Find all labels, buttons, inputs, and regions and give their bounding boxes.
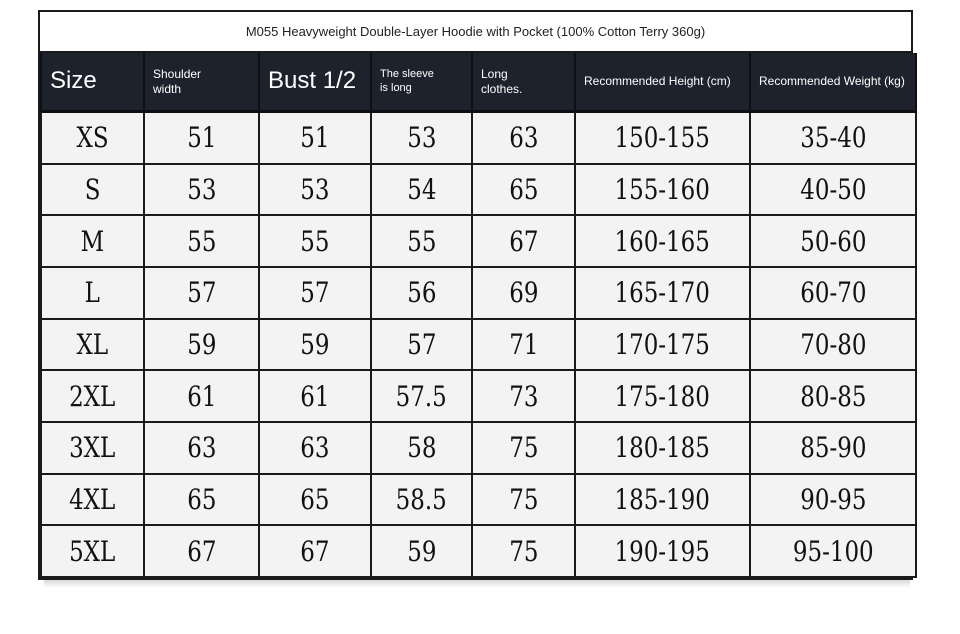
cell-weight: 35-40: [750, 112, 916, 164]
header-size: Size: [41, 53, 144, 112]
cell-shoulder: 53: [144, 164, 259, 216]
cell-bust: 53: [259, 164, 371, 216]
table-row: [41, 422, 916, 474]
cell-height: 165-170: [575, 267, 750, 319]
header-recommended-height: Recommended Height (cm): [575, 53, 750, 112]
cell-bust: 61: [259, 370, 371, 422]
table-row: [41, 525, 916, 577]
cell-height: 150-155: [575, 112, 750, 164]
cell-shoulder: 57: [144, 267, 259, 319]
header-sleeve-line2: is long: [380, 81, 412, 94]
size-chart: [38, 10, 913, 580]
cell-length: 65: [472, 164, 575, 216]
cell-size: M: [41, 215, 144, 267]
table-row: [41, 370, 916, 422]
cell-weight: 60-70: [750, 267, 916, 319]
table-row: [41, 267, 916, 319]
cell-shoulder: 61: [144, 370, 259, 422]
cell-bust: 67: [259, 525, 371, 577]
cell-size: 2XL: [41, 370, 144, 422]
cell-bust: 65: [259, 474, 371, 526]
header-bust: Bust 1/2: [259, 53, 371, 112]
cell-size: 4XL: [41, 474, 144, 526]
chart-title: M055 Heavyweight Double-Layer Hoodie with Pocket (100% Cotton Terry 360g): [40, 12, 911, 53]
cell-height: 170-175: [575, 319, 750, 371]
table-row: [41, 215, 916, 267]
cell-height: 155-160: [575, 164, 750, 216]
cell-sleeve: 58: [371, 422, 472, 474]
cell-size: L: [41, 267, 144, 319]
cell-bust: 55: [259, 215, 371, 267]
cell-size: 5XL: [41, 525, 144, 577]
cell-length: 63: [472, 112, 575, 164]
cell-size: 3XL: [41, 422, 144, 474]
table-row: [41, 474, 916, 526]
cell-length: 75: [472, 474, 575, 526]
cell-sleeve: 57: [371, 319, 472, 371]
cell-shoulder: 59: [144, 319, 259, 371]
cell-length: 69: [472, 267, 575, 319]
header-shoulder-width: [144, 53, 259, 112]
cell-shoulder: 65: [144, 474, 259, 526]
cell-shoulder: 55: [144, 215, 259, 267]
cell-sleeve: 55: [371, 215, 472, 267]
cell-bust: 57: [259, 267, 371, 319]
cell-sleeve: 58.5: [371, 474, 472, 526]
cell-size: XL: [41, 319, 144, 371]
cell-length: 73: [472, 370, 575, 422]
cell-sleeve: 54: [371, 164, 472, 216]
cell-weight: 95-100: [750, 525, 916, 577]
header-length-line1: Long: [481, 67, 508, 82]
header-shoulder-line1: Shoulder: [153, 67, 202, 82]
header-length-line2: clothes.: [481, 81, 523, 96]
cell-shoulder: 63: [144, 422, 259, 474]
size-table: [40, 53, 917, 578]
header-shoulder-line2: width: [153, 81, 182, 96]
cell-weight: 85-90: [750, 422, 916, 474]
cell-sleeve: 56: [371, 267, 472, 319]
cell-weight: 90-95: [750, 474, 916, 526]
table-shadow: [44, 580, 910, 588]
cell-shoulder: 67: [144, 525, 259, 577]
header-sleeve-length: [371, 53, 472, 112]
cell-bust: 63: [259, 422, 371, 474]
cell-weight: 40-50: [750, 164, 916, 216]
cell-height: 185-190: [575, 474, 750, 526]
cell-sleeve: 59: [371, 525, 472, 577]
cell-length: 67: [472, 215, 575, 267]
cell-height: 175-180: [575, 370, 750, 422]
header-sleeve-line1: The sleeve: [380, 68, 434, 81]
cell-height: 180-185: [575, 422, 750, 474]
cell-bust: 59: [259, 319, 371, 371]
table-row: [41, 319, 916, 371]
table-row: [41, 112, 916, 164]
header-row: [41, 53, 916, 112]
table-row: [41, 164, 916, 216]
cell-height: 190-195: [575, 525, 750, 577]
cell-length: 75: [472, 422, 575, 474]
header-clothes-length: [472, 53, 575, 112]
header-recommended-weight: Recommended Weight (kg): [750, 53, 916, 112]
cell-sleeve: 57.5: [371, 370, 472, 422]
cell-shoulder: 51: [144, 112, 259, 164]
cell-size: S: [41, 164, 144, 216]
cell-bust: 51: [259, 112, 371, 164]
cell-length: 75: [472, 525, 575, 577]
cell-size: XS: [41, 112, 144, 164]
cell-weight: 80-85: [750, 370, 916, 422]
cell-height: 160-165: [575, 215, 750, 267]
cell-sleeve: 53: [371, 112, 472, 164]
cell-weight: 50-60: [750, 215, 916, 267]
cell-weight: 70-80: [750, 319, 916, 371]
cell-length: 71: [472, 319, 575, 371]
